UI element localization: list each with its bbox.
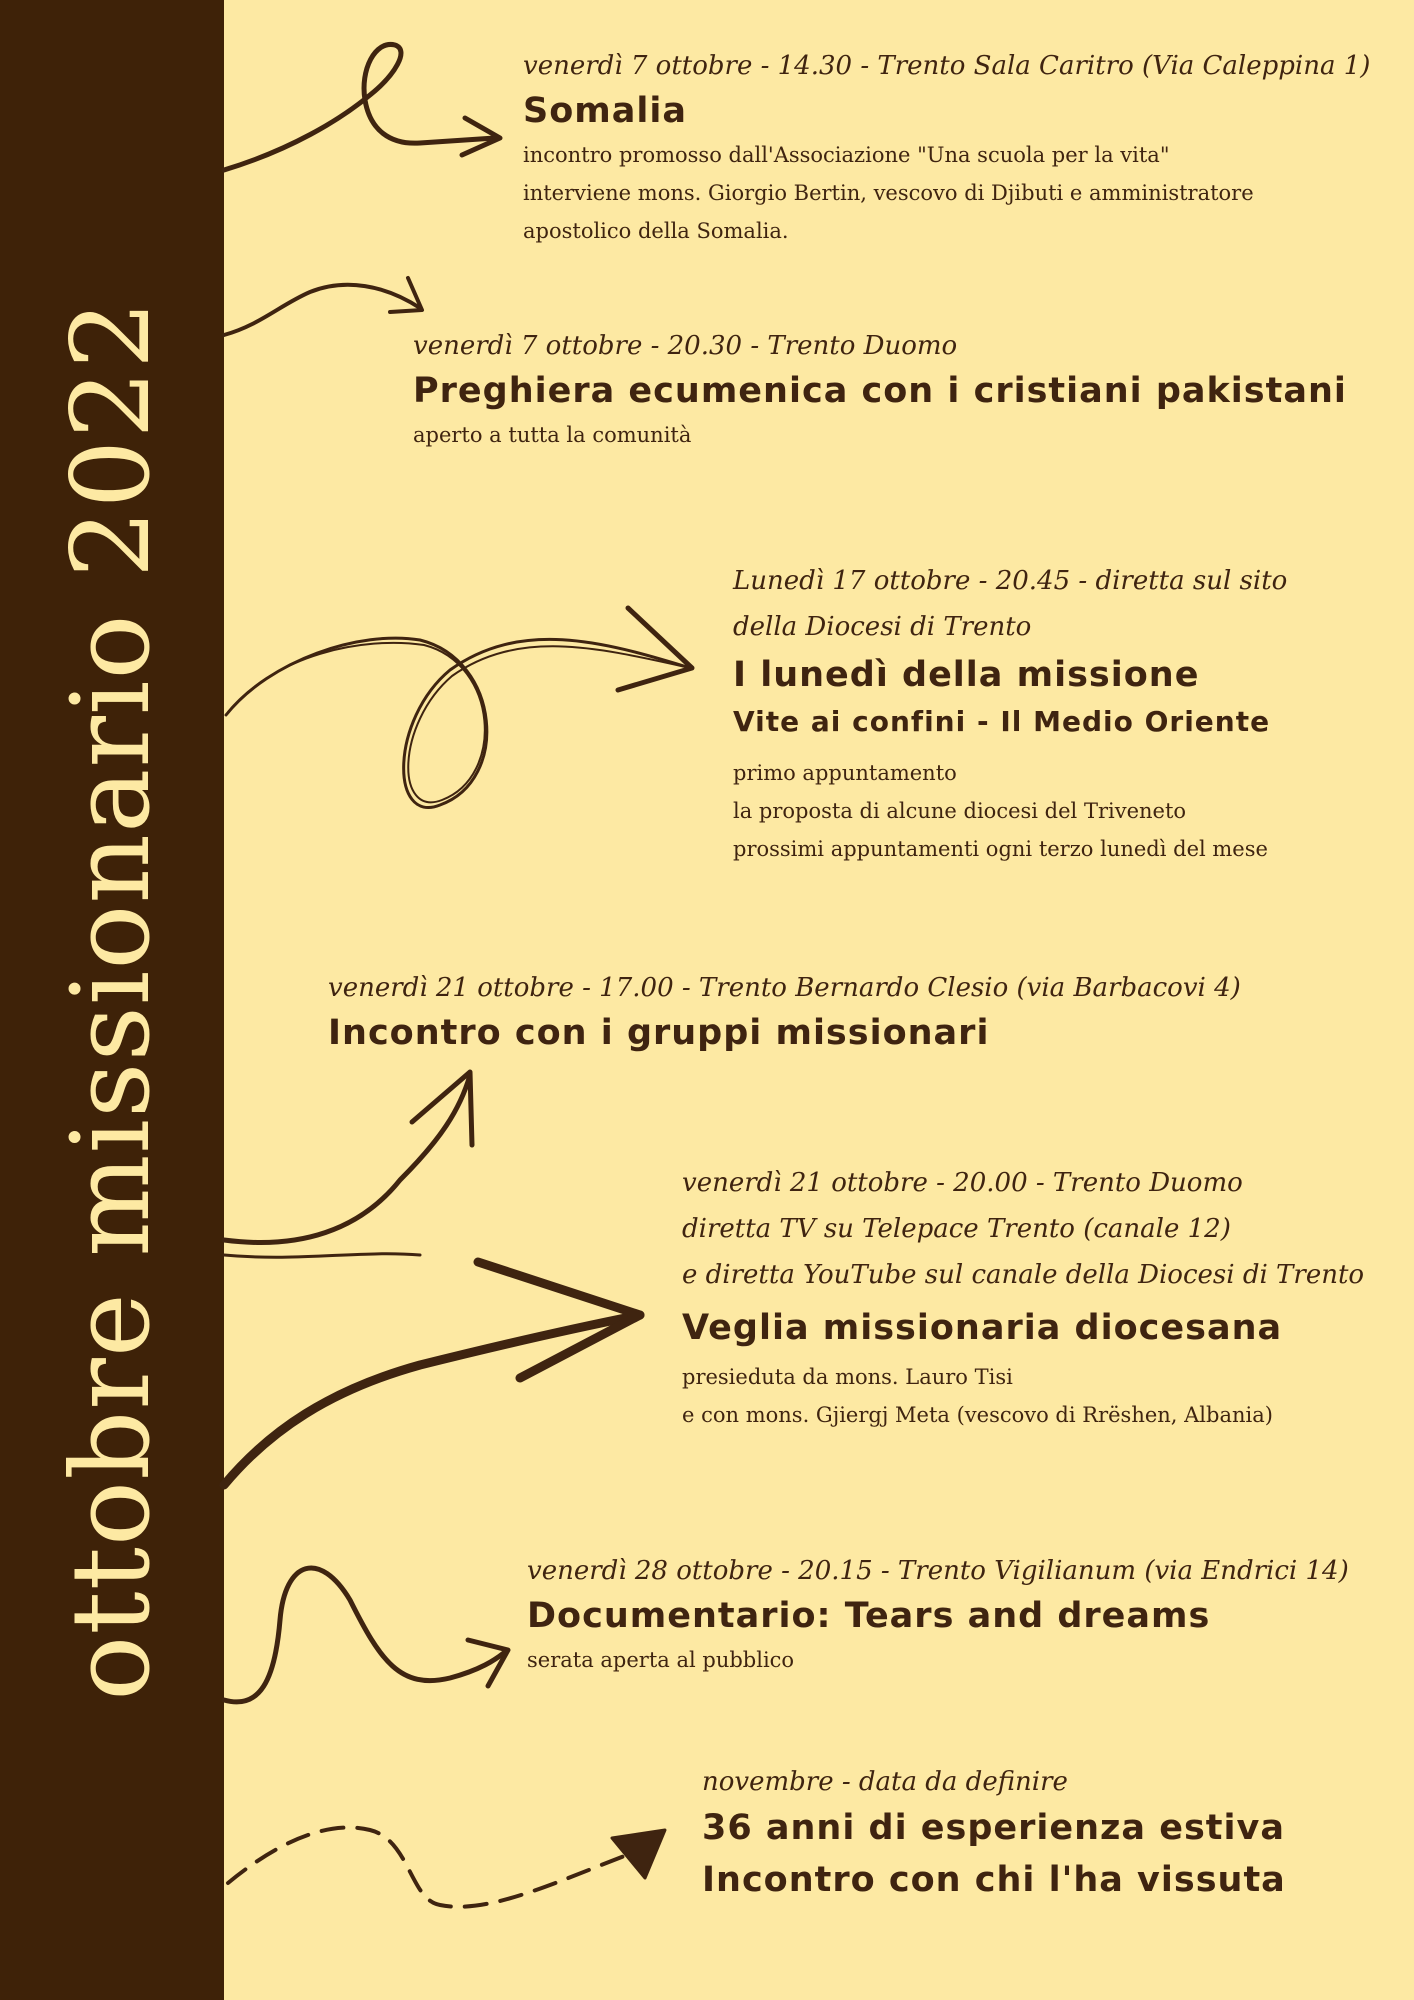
event-desc: e con mons. Gjiergj Meta (vescovo di Rrëshen, Albania) (682, 1403, 1273, 1427)
arrow-6-icon (224, 1568, 508, 1702)
event-desc: aperto a tutta la comunità (413, 423, 692, 447)
event-subtitle: Vite ai confini - Il Medio Oriente (733, 705, 1271, 738)
event-title: Veglia missionaria diocesana (682, 1308, 1283, 1348)
arrow-4-icon (224, 1072, 472, 1243)
event-esperienza-estiva (702, 1762, 1286, 1906)
event-veglia (682, 1160, 1364, 1434)
sidebar (0, 0, 224, 2000)
arrow-7-icon (228, 1827, 665, 1906)
event-title: Preghiera ecumenica con i cristiani pakistani (413, 371, 1347, 411)
event-meta: novembre - data da definire (702, 1767, 1068, 1797)
event-meta: della Diocesi di Trento (733, 612, 1032, 642)
event-documentario (527, 1551, 1349, 1679)
event-desc: primo appuntamento (733, 761, 957, 785)
event-meta: venerdì 7 ottobre - 20.30 - Trento Duomo (413, 331, 958, 361)
event-meta: e diretta YouTube sul canale della Diocesi di Trento (682, 1260, 1365, 1290)
event-title: Documentario: Tears and dreams (527, 1596, 1211, 1636)
event-desc: la proposta di alcune diocesi del Triveneto (733, 799, 1187, 823)
event-title: Incontro con i gruppi missionari (328, 1013, 990, 1053)
event-meta: venerdì 21 ottobre - 17.00 - Trento Bernardo Clesio (via Barbacovi 4) (328, 973, 1241, 1003)
event-desc: apostolico della Somalia. (523, 219, 789, 243)
event-meta: venerdì 28 ottobre - 20.15 - Trento Vigilianum (via Endrici 14) (527, 1556, 1349, 1586)
event-title: Somalia (523, 91, 687, 131)
arrow-3-icon (226, 608, 692, 808)
event-meta: venerdì 7 ottobre - 14.30 - Trento Sala Caritro (Via Caleppina 1) (523, 51, 1371, 81)
event-meta: diretta TV su Telepace Trento (canale 12) (682, 1214, 1231, 1244)
event-somalia (523, 46, 1370, 250)
event-desc: serata aperta al pubblico (527, 1648, 795, 1672)
event-meta: venerdì 21 ottobre - 20.00 - Trento Duomo (682, 1168, 1243, 1198)
event-title-2: Incontro con chi l'ha vissuta (702, 1860, 1286, 1900)
event-desc: interviene mons. Giorgio Bertin, vescovo di Djibuti e amministratore (523, 181, 1254, 205)
arrow-1-icon (224, 44, 500, 170)
event-meta: Lunedì 17 ottobre - 20.45 - diretta sul sito (733, 566, 1288, 596)
arrow-5-icon (224, 1254, 640, 1485)
event-lunedi-missione (733, 558, 1287, 868)
event-title: 36 anni di esperienza estiva (702, 1808, 1285, 1848)
event-gruppi-missionari (328, 968, 1241, 1058)
event-desc: incontro promosso dall'Associazione "Una scuola per la vita" (523, 143, 1170, 167)
sidebar-title: ottobre missionario 2022 (49, 299, 174, 1701)
event-preghiera (413, 326, 1347, 454)
event-desc: presieduta da mons. Lauro Tisi (682, 1365, 1013, 1389)
event-title: I lunedì della missione (733, 655, 1200, 695)
event-desc: prossimi appuntamenti ogni terzo lunedì del mese (733, 837, 1268, 861)
arrow-2-icon (224, 278, 422, 335)
